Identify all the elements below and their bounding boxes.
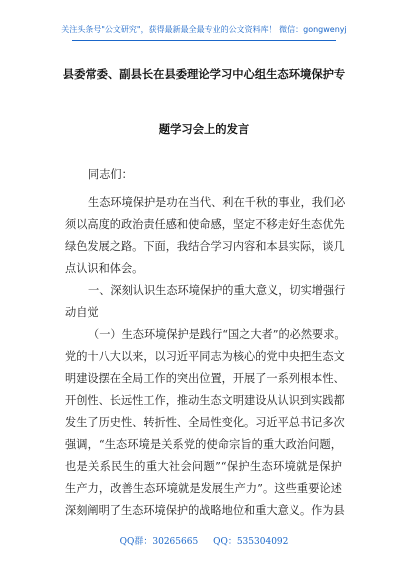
footer-contact <box>0 534 408 547</box>
document-title-line-2: 题学习会上的发言 <box>158 122 250 136</box>
body-line: 深刻阐明了生态环境保护的战略地位和重大意义。作为县 <box>65 504 345 517</box>
body-line: 发生了历史性、转折性、全局性变化。习近平总书记多次 <box>65 416 345 429</box>
body-line: 须以高度的政治责任感和使命感，坚定不移走好生态优先 <box>65 218 345 231</box>
document-title-line-1: 县委常委、副县长在县委理论学习中心组生态环境保护专 <box>62 67 346 81</box>
body-line: 生产力，改善生态环境就是发展生产力”。这些重要论述 <box>65 482 342 495</box>
header-divider <box>72 40 336 41</box>
section-heading: 一、深刻认识生态环境保护的重大意义，切实增强行 <box>88 284 346 297</box>
body-line: 党的十八大以来，以习近平同志为核心的党中央把生态文 <box>65 350 345 363</box>
body-line: 明建设摆在全局工作的突出位置，开展了一系列根本性、 <box>65 372 345 385</box>
footer-qq-group: QQ群：30265665 <box>119 537 199 547</box>
body-line: 点认识和体会。 <box>65 262 144 275</box>
salutation: 同志们： <box>88 168 133 181</box>
body-line: 也是关系民生的重大社会问题”“保护生态环境就是保护 <box>65 460 342 473</box>
footer-qq: QQ：535304092 <box>213 537 289 547</box>
header-banner: 关注头条号"公文研究"，获得最新最全最专业的公文资料库！ 微信：gongwenyj <box>61 25 347 34</box>
body-line: 开创性、长远性工作，推动生态文明建设从认识到实践都 <box>65 394 345 407</box>
body-line: （一）生态环境保护是践行“国之大者”的必然要求。 <box>88 328 346 341</box>
body-line: 强调，“生态环境是关系党的使命宗旨的重大政治问题， <box>65 438 342 451</box>
body-line: 绿色发展之路。下面，我结合学习内容和本县实际，谈几 <box>65 240 345 253</box>
body-line: 生态环境保护是功在当代、利在千秋的事业，我们必 <box>88 196 346 209</box>
section-heading: 动自觉 <box>65 306 99 319</box>
